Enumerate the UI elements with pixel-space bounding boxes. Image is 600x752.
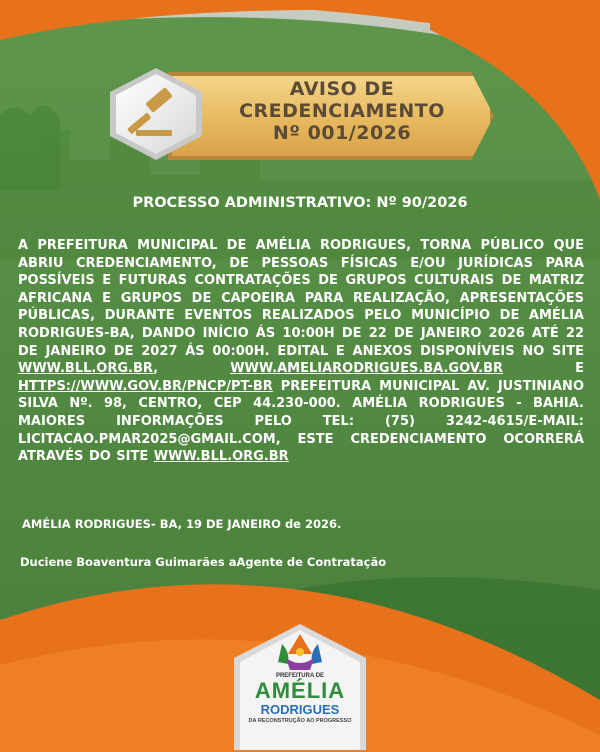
- logo-name-line1: AMÉLIA: [254, 678, 346, 703]
- agent-signature: Duciene Boaventura Guimarães aAgente de Contratação: [20, 555, 387, 569]
- city-logo: [230, 622, 370, 752]
- logo-name-line2: RODRIGUES: [260, 702, 340, 717]
- badge-title: [206, 78, 478, 144]
- body-text-part1: A PREFEITURA MUNICIPAL DE AMÉLIA RODRIGUES, TORNA PÚBLICO QUE ABRIU CREDENCIAMENTO, DE PESSOAS FÍSICAS E/OU JURÍDICAS PARA POSSÍVEIS E FUTURAS CONTRATAÇÕES DE GRUPOS CULTURAIS DE MATRIZ AFRICANA E GRUPOS DE CAPOEIRA PARA REALIZAÇÃO, APRESENTAÇÕES PÚBLICAS, DURANTE EVENTOS REALIZADOS PELO MUNICÍPIO DE AMÉLIA RODRIGUES-BA, DANDO INÍCIO ÁS 10:00H DE 22 DE JANEIRO 2026 ATÉ 22 DE JANEIRO DE 2027 ÁS 00:00H. EDITAL E ANEXOS DISPONÍVEIS NO SITE: [18, 238, 584, 359]
- logo-prefix: PREFEITURA DE: [275, 673, 325, 679]
- link-ameliarodrigues[interactable]: WWW.AMELIARODRIGUES.BA.GOV.BR: [230, 361, 504, 377]
- gavel-icon: [106, 66, 206, 162]
- link-bll[interactable]: WWW.BLL.ORG.BR: [18, 361, 154, 377]
- notice-body: [18, 237, 584, 466]
- badge-title-line1: AVISO DE: [289, 78, 395, 100]
- link-pncp[interactable]: HTTPS://WWW.GOV.BR/PNCP/PT-BR: [18, 378, 273, 394]
- link-bll-final[interactable]: WWW.BLL.ORG.BR: [153, 449, 289, 465]
- logo-tagline: DA RECONSTRUÇÃO AO PROGRESSO: [248, 718, 352, 724]
- process-title: PROCESSO ADMINISTRATIVO: Nº 90/2026: [132, 195, 468, 211]
- notice-badge: [106, 66, 496, 162]
- body-text-part2: PREFEITURA MUNICIPAL AV. JUSTINIANO SILVA Nº. 98, CENTRO, CEP 44.230-000. AMÉLIA RODRIGUES - BAHIA. MAIORES INFORMAÇÕES PELO TEL: (75) 3242-4615/E-MAIL: LICITACAO.PMAR2025@GMAIL.COM, ESTE CREDENCIAMENTO OCORRERÁ ATRAVÉS DO SITE: [18, 378, 584, 465]
- separator: E: [503, 361, 584, 377]
- separator: ,: [153, 361, 231, 377]
- date-line: AMÉLIA RODRIGUES- BA, 19 DE JANEIRO de 2026.: [22, 517, 342, 531]
- badge-title-line3: Nº 001/2026: [272, 122, 412, 144]
- badge-title-line2: CREDENCIAMENTO: [239, 100, 445, 122]
